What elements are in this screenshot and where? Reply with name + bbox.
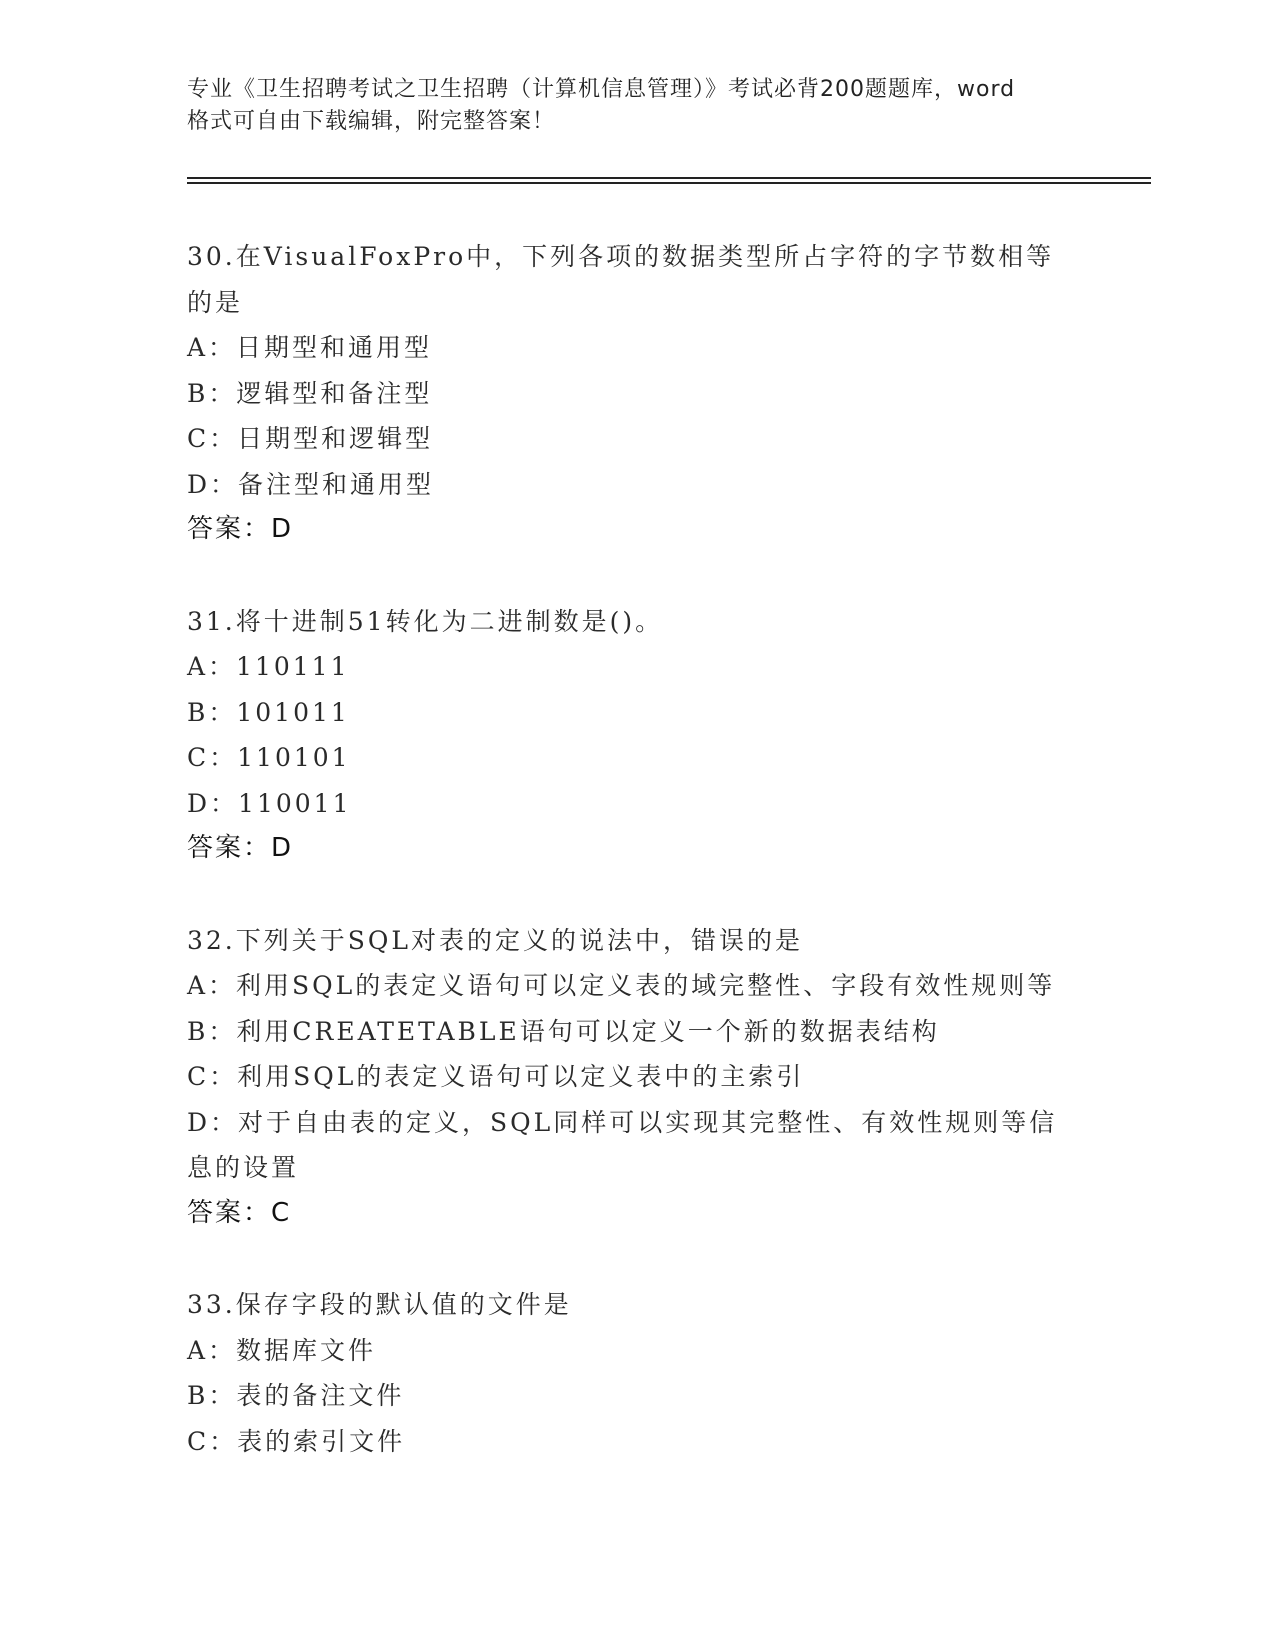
answer: 答案：D [187,833,294,863]
question-32 [187,918,1147,1237]
option-b: B：逻辑型和备注型 [187,378,433,408]
header-divider-top [187,177,1151,179]
option-c: C：利用SQL的表定义语句可以定义表中的主索引 [187,1062,805,1091]
question-text: 33.保存字段的默认值的文件是 [187,1290,572,1319]
option-a: A：110111 [187,652,350,681]
answer: 答案：C [187,1197,292,1228]
question-list [187,234,1147,1510]
option-d: D：对于自由表的定义，SQL同样可以实现其完整性、有效性规则等信息的设置 [187,1107,1058,1182]
answer: 答案：D [187,514,294,544]
document-header [187,74,1087,138]
option-b: B：表的备注文件 [187,1381,405,1410]
option-c: C：日期型和逻辑型 [187,424,434,453]
question-30 [187,234,1147,553]
option-a: A：利用SQL的表定义语句可以定义表的域完整性、字段有效性规则等 [187,971,1056,1000]
option-b: B：利用CREATETABLE语句可以定义一个新的数据表结构 [187,1016,940,1046]
option-a: A：数据库文件 [187,1335,377,1365]
option-d: D：备注型和通用型 [187,469,435,499]
question-text: 31.将十进制51转化为二进制数是()。 [187,606,664,636]
option-c: C：110101 [187,743,351,772]
option-a: A：日期型和通用型 [187,333,433,362]
question-text: 32.下列关于SQL对表的定义的说法中，错误的是 [187,925,803,955]
question-text: 30.在VisualFoxPro中，下列各项的数据类型所占字符的字节数相等的是 [187,242,1055,317]
option-b: B：101011 [187,697,350,727]
question-33 [187,1282,1147,1464]
header-line-1: 专业《卫生招聘考试之卫生招聘（计算机信息管理）》考试必背200题题库，word [187,77,1016,102]
option-c: C：表的索引文件 [187,1426,406,1456]
option-d: D：110011 [187,788,352,818]
question-31 [187,599,1147,872]
header-line-2: 格式可自由下载编辑，附完整答案！ [187,109,556,134]
header-divider-bottom [187,182,1151,184]
